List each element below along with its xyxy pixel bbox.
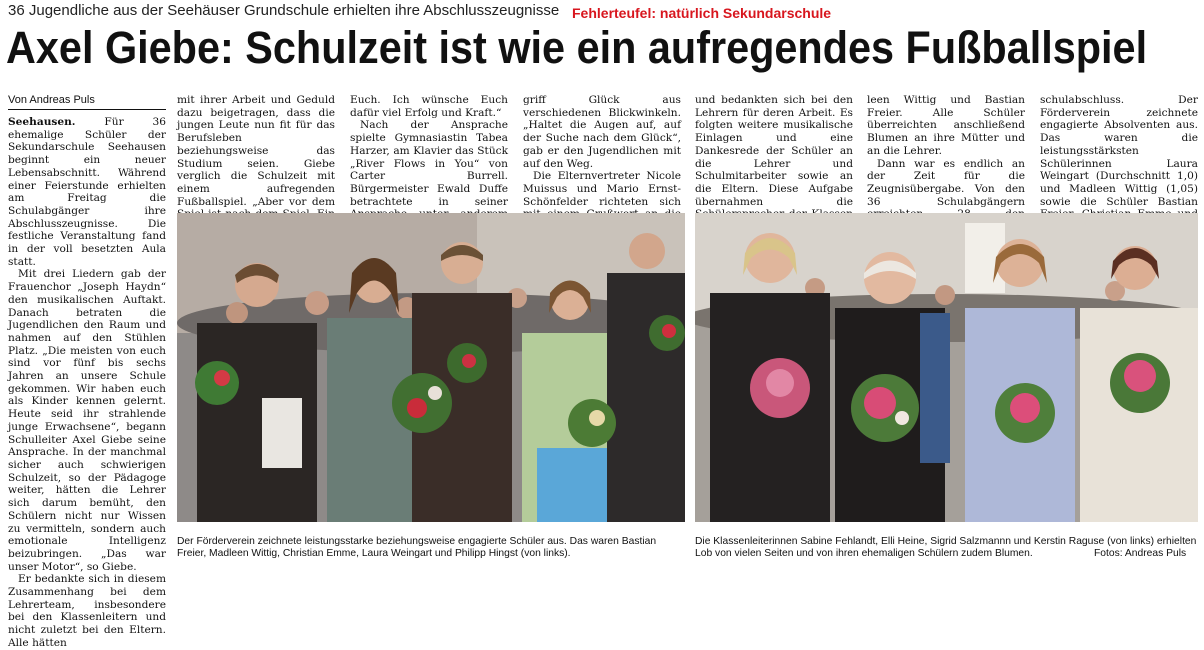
photo-credit: Fotos: Andreas Puls bbox=[1094, 548, 1187, 559]
article-column-1 bbox=[8, 116, 166, 649]
article-column-7: schulabschluss. Der Förderverein zeichnete engagierte Absolventen aus. Das waren die leistungsstärksten Schülerinnen Laura Weingart (Durchschnitt 1,0) und Madleen Wittig (1,05) sowie die Schüler Bastian bbox=[1040, 94, 1198, 208]
byline: Von Andreas Puls bbox=[8, 94, 95, 106]
correction-note: Fehlerteufel: natürlich Sekundarschule bbox=[572, 5, 832, 21]
headline: Axel Giebe: Schulzeit ist wie ein aufregendes Fußballspiel bbox=[6, 22, 1148, 73]
article-column-3: Euch. Ich wünsche Euch dafür viel Erfolg und Kraft.“ Nach der Ansprache spielte Gymnasiastin Tabea Harzer, am Klavier das Stück „River Flows in You“ von Carter Burrell. Bürgermeister Ewald Duffe betrachtete in seiner bbox=[350, 94, 508, 208]
paragraph-3: Er bedankte sich in diesem Zusammenhang bei dem Lehrerteam, insbesondere bei den Klassenleitern und nicht zuletzt bei den Eltern. Alle hätten bbox=[8, 573, 166, 649]
kicker-line: 36 Jugendliche aus der Seehäuser Grundschule erhielten ihre Abschlusszeugnisse bbox=[8, 2, 560, 19]
dateline: Seehausen. bbox=[8, 116, 76, 128]
byline-rule bbox=[8, 109, 166, 110]
caption-students: Der Förderverein zeichnete leistungsstarke beziehungsweise engagierte Schüler aus. Das waren Bastian Freier, Madleen Wittig, Christian Emme, Laura Weingart und Philipp Hingst (von links). bbox=[177, 536, 657, 560]
paragraph-2: Mit drei Liedern gab der Frauenchor „Joseph Haydn“ den musikalischen Auftakt. Danach betraten die Jugendlichen den Raum und nahmen auf den Stühlen Platz. „Die meisten von euch sind vor fünf bis sechs Jahren an unsere Schule gekommen. Wir haben euch als Kinder kennen gelernt. Heute seid ihr strahlende junge Erwachsene“, begann Schulleiter Axel Giebe seine Ansprache. In der manchmal sicher auch schwierigen Schulzeit, so der Pädagoge weiter, hätten die Lehrer sich darum bemüht, den Schülern nicht nur Wissen zu vermitteln, sondern auch emotionale Intelligenz beizubringen. „Das war unser Motor“, so Giebe. bbox=[8, 268, 166, 573]
photo-students-image bbox=[177, 213, 685, 522]
article-column-5: und bedankten sich bei den Lehrern für deren Arbeit. Es folgten weitere musikalische Einlagen und eine Dankesrede der Schüler an die Lehrer und Schulmitarbeiter sowie an die Eltern. Diese Aufgabe übernahmen die bbox=[695, 94, 853, 208]
photo-teachers bbox=[695, 213, 1198, 522]
photo-students bbox=[177, 213, 685, 522]
article-column-6: leen Wittig und Bastian Freier. Alle Schüler überreichten anschließend Blumen an ihre Mütter und an die Lehrer. Dann war es endlich an der Zeit für die Zeugnisübergabe. Von den 36 Schulabgängern bbox=[867, 94, 1025, 208]
article-column-4: griff Glück aus verschiedenen Blickwinkeln. „Haltet die Augen auf, auf der Suche nach dem Glück“, gab er den Jugendlichen mit auf den Weg. Die Elternvertreter Nicole Muissus und Mario Ernst-Schönfelder richteten sich bbox=[523, 94, 681, 208]
photo-teachers-image bbox=[695, 213, 1198, 522]
article-column-2: mit ihrer Arbeit und Geduld dazu beigetragen, dass die jungen Leute nun fit für das Berufsleben beziehungsweise das Studium seien. Giebe verglich die Schulzeit mit einem aufregenden Fußballspiel. „Aber vor dem bbox=[177, 94, 335, 208]
caption-teachers: Die Klassenleiterinnen Sabine Fehlandt, Elli Heine, Sigrid Salzmannn und Kerstin Raguse (von links) erhielten Lob von vielen Seiten und von ihren ehemaligen Schülern zudem Blumen. bbox=[695, 536, 1197, 560]
paragraph-1: Seehausen. Für 36 ehemalige Schüler der Sekundarschule Seehausen beginnt ein neuer Lebensabschnitt. Während einer Feierstunde erhielten am Freitag die Schulabgänger ihre Abschlusszeugnisse. Die festliche Veranstaltung fand in der voll besetzten Aula statt. bbox=[8, 116, 166, 268]
